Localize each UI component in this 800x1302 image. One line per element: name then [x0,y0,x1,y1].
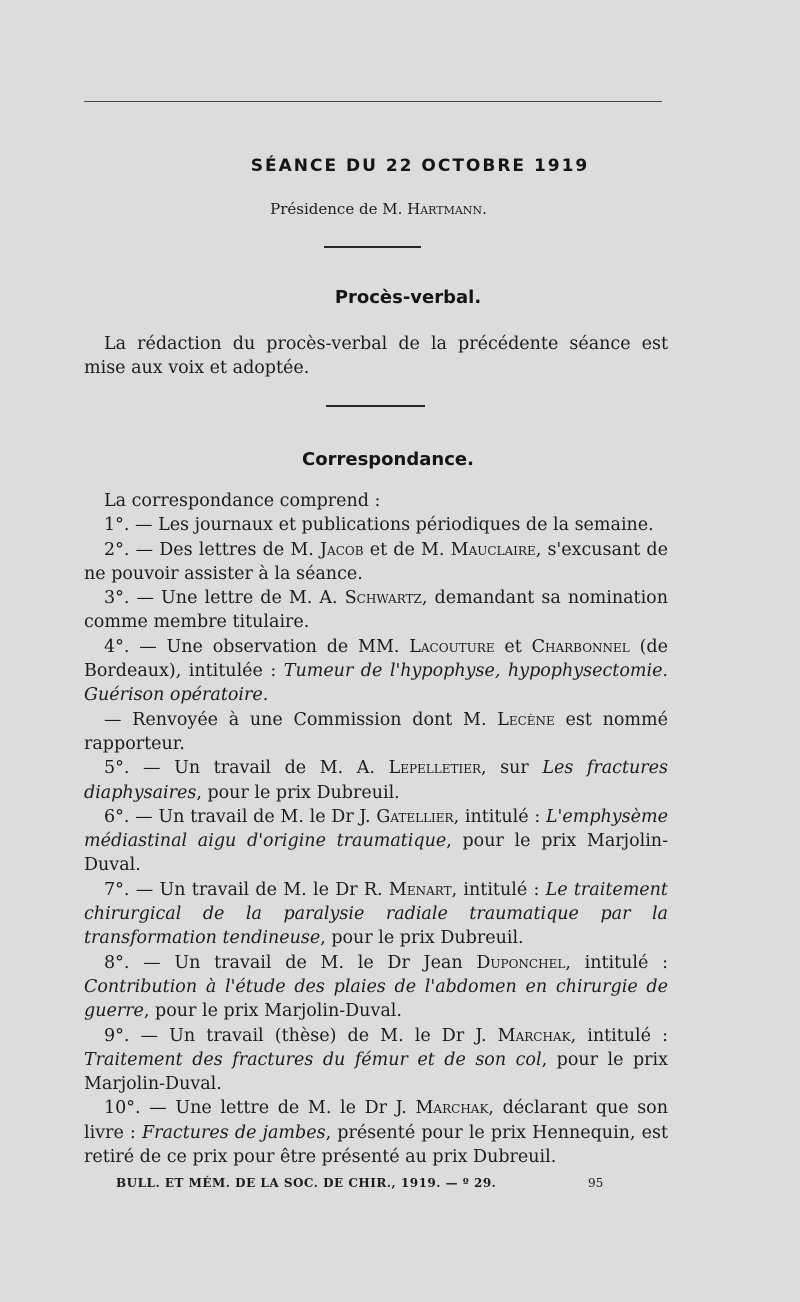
person-name: Duponchel [476,952,566,973]
work-title: Fractures de jambes [141,1122,326,1143]
person-name: Jacob [320,539,364,560]
section-heading-proces-verbal: Procès-verbal. [334,287,482,308]
person-name: Marchak [415,1098,489,1119]
section-divider [324,246,421,248]
top-rule [84,101,662,102]
person-name: Lacouture [409,636,495,657]
person-name: Schwartz [344,588,422,609]
proces-verbal-paragraph: La rédaction du procès-verbal de la précédente séance est mise aux voix et adoptée. [84,334,668,379]
person-name: Charbonnel [531,636,630,657]
page-number: 95 [588,1176,604,1190]
correspondance-item: 5°. — Un travail de M. A. Lepelletier, sur Les fractures diaphysaires, pour le prix Dubreuil. [84,758,668,803]
work-title: Le traitement chirurgical de la paralysie radiale traumatique par la transformation tendineuse [84,879,668,949]
work-title: Les fractures diaphysaires [84,758,668,803]
presidence-prefix: Présidence de M. [270,200,403,218]
president-name: Hartmann [407,200,483,218]
person-name: Menart [388,879,452,900]
correspondance-item: 8°. — Un travail de M. le Dr Jean Duponchel, intitulé : Contribution à l'étude des plaies de l'abdomen en chirurgie de guerre, pour le prix Marjolin-Duval. [84,952,668,1022]
person-name: Lepelletier [388,758,482,779]
person-name: Gatellier [376,806,454,827]
section-divider [326,405,425,407]
section-heading-correspondance: Correspondance. [302,449,474,470]
correspondance-intro: La correspondance comprend : [104,491,381,511]
work-title: Traitement des fractures du fémur et de son col [84,1049,542,1070]
journal-citation: BULL. ET MÉM. DE LA SOC. DE CHIR., 1919. — º 29. [116,1176,497,1190]
correspondance-item: 3°. — Une lettre de M. A. Schwartz, demandant sa nomination comme membre titulaire. [84,588,668,633]
correspondance-item: — Renvoyée à une Commission dont M. Lecène est nommé rapporteur. [84,709,668,754]
person-name: Lecène [497,709,555,730]
presidence-suffix: . [482,200,487,218]
correspondance-item: 7°. — Un travail de M. le Dr R. Menart, intitulé : Le traitement chirurgical de la paralysie radiale traumatique par la transformation tendineuse, pour le prix Dubreuil. [84,879,668,949]
correspondance-text [84,489,668,1169]
work-title: L'emphysème médiastinal aigu d'origine traumatique [84,806,668,852]
person-name: Marchak [497,1025,571,1046]
work-title: Tumeur de l'hypophyse, hypophysectomie. Guérison opératoire. [84,661,668,706]
correspondance-item: 1°. — Les journaux et publications périodiques de la semaine. [104,515,654,536]
person-name: Mauclaire [450,539,536,560]
correspondance-item: 6°. — Un travail de M. le Dr J. Gatellier, intitulé : L'emphysème médiastinal aigu d'origine traumatique, pour le prix Marjolin-Duval. [84,806,668,876]
correspondance-item: 2°. — Des lettres de M. Jacob et de M. Mauclaire, s'excusant de ne pouvoir assister à la séance. [84,539,668,584]
session-title: SÉANCE DU 22 OCTOBRE 1919 [250,156,590,176]
correspondance-item: 4°. — Une observation de MM. Lacouture et Charbonnel (de Bordeaux), intitulée : Tumeur de l'hypophyse, hypophysectomie. Guérison opératoire. [84,636,668,706]
correspondance-item: 9°. — Un travail (thèse) de M. le Dr J. Marchak, intitulé : Traitement des fractures du fémur et de son col, pour le prix Marjolin-Duval. [84,1025,668,1095]
presidence-line [0,200,757,218]
correspondance-item: 10°. — Une lettre de M. le Dr J. Marchak, déclarant que son livre : Fractures de jambes, présenté pour le prix Hennequin, est retiré de ce prix pour être présenté au prix Dubreuil. [84,1098,668,1168]
proces-verbal-text [84,332,668,381]
work-title: Contribution à l'étude des plaies de l'abdomen en chirurgie de guerre [84,976,668,1022]
